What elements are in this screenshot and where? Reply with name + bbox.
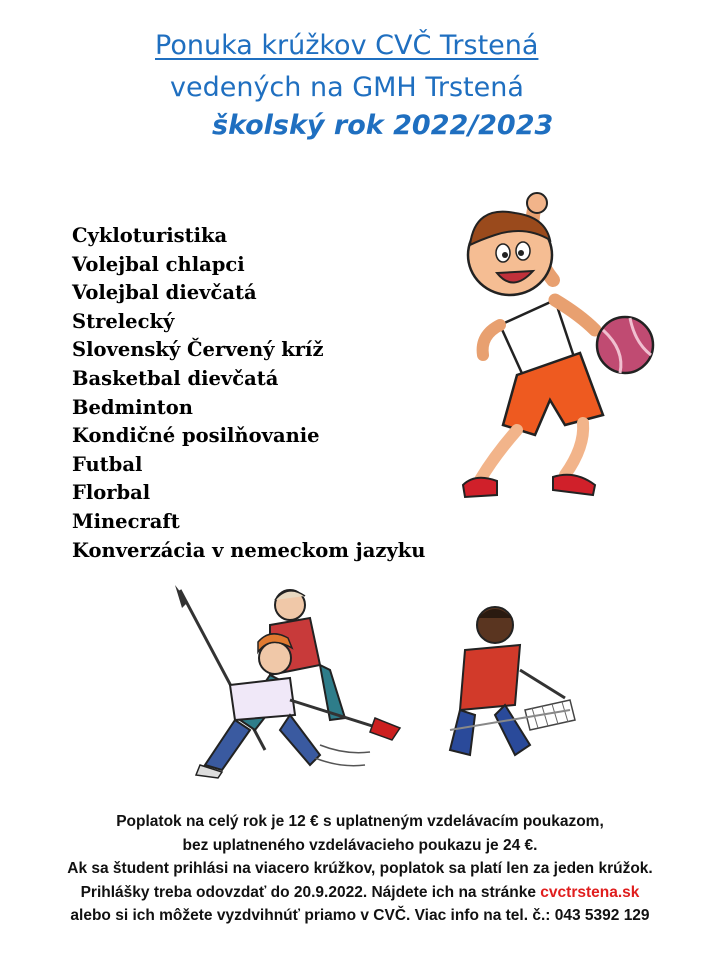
floorball-players-illustration <box>170 580 590 780</box>
list-item: Slovenský Červený kríž <box>72 338 324 362</box>
title-line-1: Ponuka krúžkov CVČ Trstená <box>155 30 539 61</box>
list-item: Volejbal dievčatá <box>72 281 257 305</box>
list-item: Basketbal dievčatá <box>72 366 279 390</box>
school-year: školský rok 2022/2023 <box>212 110 554 141</box>
list-item: Strelecký <box>72 309 175 333</box>
boy-with-ball-illustration <box>455 185 670 505</box>
list-item: Konverzácia v nemeckom jazyku <box>72 538 426 562</box>
list-item: Bedminton <box>72 395 193 419</box>
list-item: Minecraft <box>72 509 180 533</box>
list-item: Cykloturistika <box>72 224 228 247</box>
list-item: Volejbal chlapci <box>72 252 245 276</box>
footer-fee-line: Poplatok na celý rok je 12 € s uplatneným vzdelávacím poukazom, <box>116 813 604 830</box>
activity-list <box>72 222 425 565</box>
footer-application-text: Prihlášky treba odovzdať do 20.9.2022. Nájdete ich na stránke <box>80 883 536 901</box>
list-item: Florbal <box>72 481 151 505</box>
footer-contact-line: alebo si ich môžete vyzdvihnúť priamo v CVČ. Viac info na tel. č.: 043 5392 129 <box>70 907 650 924</box>
footer-multiple-clubs: Ak sa študent prihlási na viacero krúžkov, poplatok sa platí len za jeden krúžok. <box>67 860 653 877</box>
footer-fee-no-voucher: bez uplatneného vzdelávacieho poukazu je 24 €. <box>182 836 538 854</box>
list-item: Futbal <box>72 452 143 476</box>
footer-application-line <box>0 881 720 905</box>
list-item: Kondičné posilňovanie <box>72 424 320 448</box>
info-footer <box>0 810 720 928</box>
website-link[interactable]: cvctrstena.sk <box>540 883 640 901</box>
title-line-2: vedených na GMH Trstená <box>170 72 524 103</box>
